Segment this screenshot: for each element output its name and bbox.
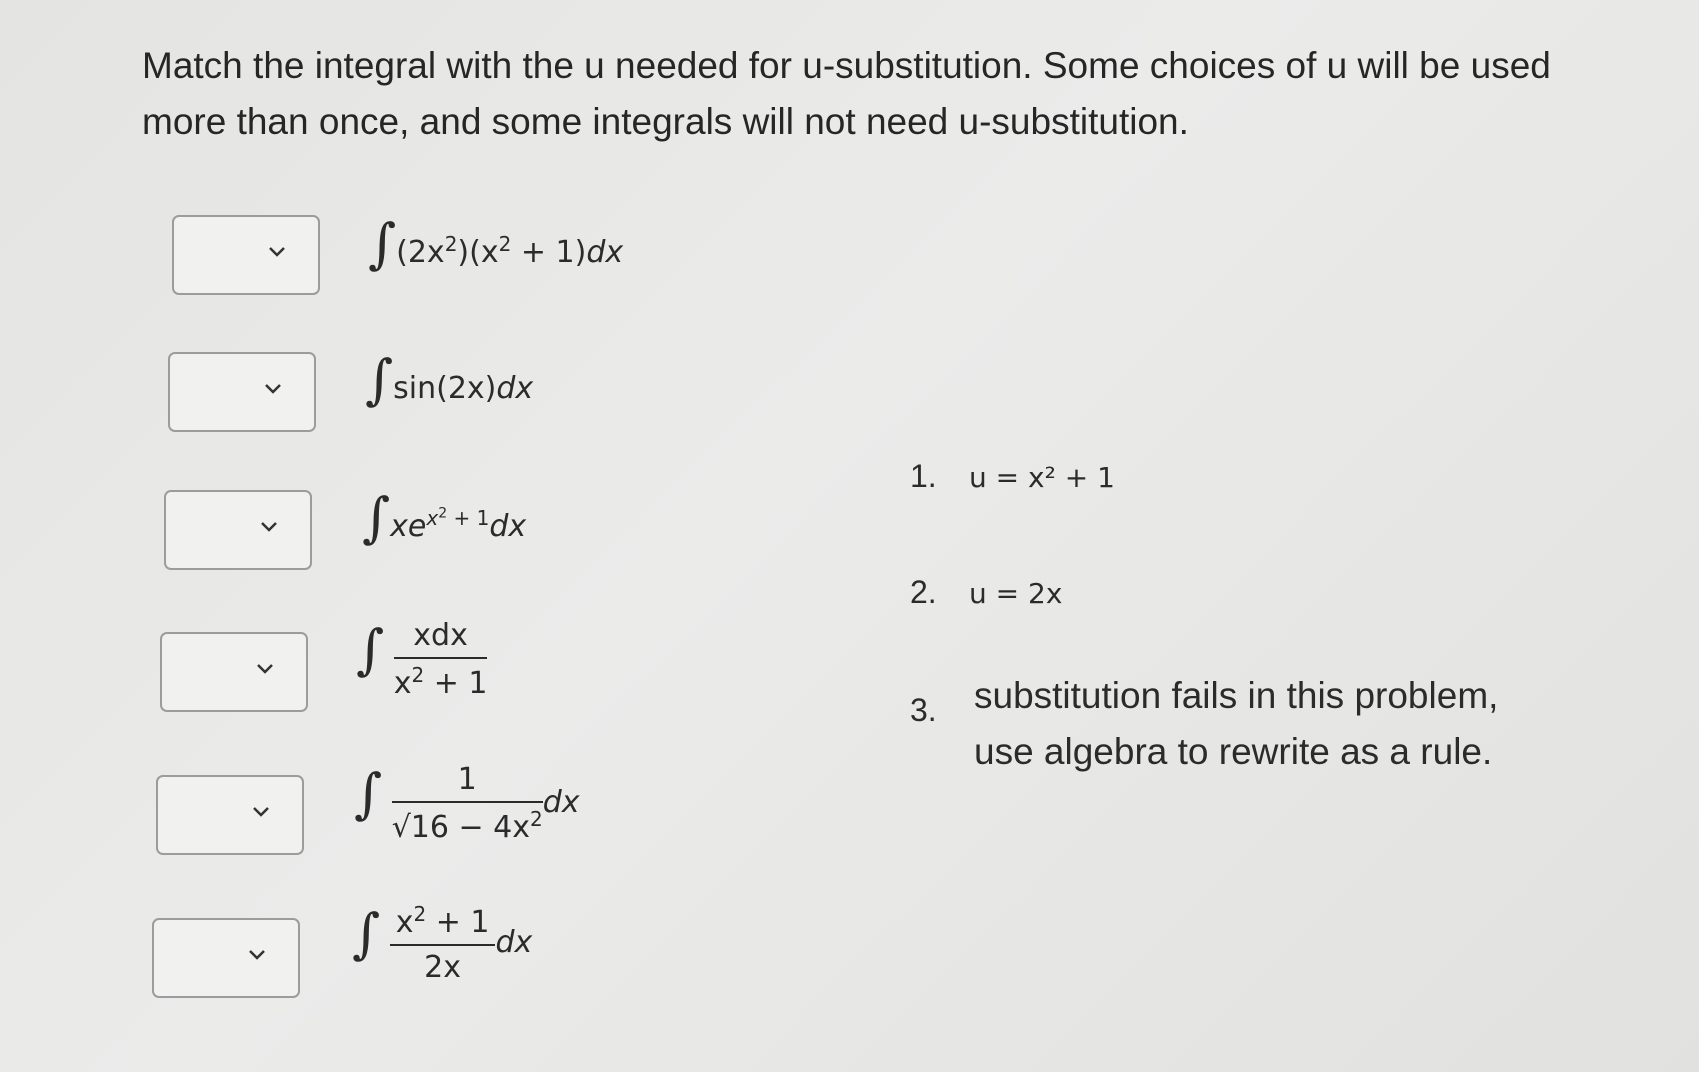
option-3-line-2: use algebra to rewrite as a rule.: [974, 731, 1493, 772]
answer-select-4[interactable]: [160, 632, 308, 712]
chevron-down-icon: [256, 514, 282, 540]
answer-select-3[interactable]: [164, 490, 312, 570]
answer-select-5[interactable]: [156, 775, 304, 855]
integral-3: $\int xe^{x^2 + 1}dx$: [362, 486, 527, 549]
integral-2: ∫sin(2x)dx: [365, 348, 534, 411]
answer-select-6[interactable]: [152, 918, 300, 998]
option-3: 3. substitution fails in this problem, use algebra to rewrite as a rule.: [910, 668, 1498, 780]
answer-select-1[interactable]: [172, 215, 320, 295]
answer-select-2[interactable]: [168, 352, 316, 432]
chevron-down-icon: [260, 376, 286, 402]
integral-1: $\int(2x^2)(x^2 + 1)dx$: [368, 212, 624, 275]
chevron-down-icon: [264, 239, 290, 265]
chevron-down-icon: [252, 656, 278, 682]
integral-6: ∫ $\frac{x^2 + 1}{2x}$ dx: [352, 902, 533, 985]
option-2: 2. u = 2x: [910, 574, 1063, 610]
option-3-line-1: substitution fails in this problem,: [974, 675, 1499, 716]
chevron-down-icon: [244, 942, 270, 968]
integral-4: ∫ $\frac{\text{xdx}}{x^2 + 1}$: [356, 618, 488, 701]
question-prompt: Match the integral with the u needed for u-substitution. Some choices of u will be used more than once, and some integrals will not need u-substitution.: [142, 45, 1551, 142]
integral-5: ∫ $\frac{1}{√16 - 4x^2}$ dx: [354, 762, 580, 845]
option-1: 1. u = x² + 1: [910, 458, 1115, 494]
chevron-down-icon: [248, 799, 274, 825]
